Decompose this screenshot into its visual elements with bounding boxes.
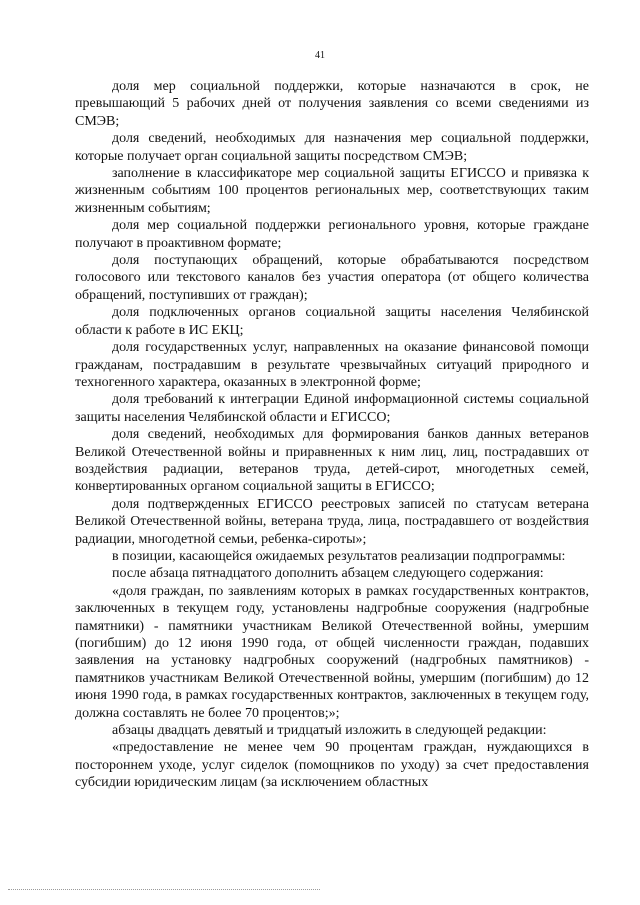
paragraph: после абзаца пятнадцатого дополнить абзацем следующего содержания: xyxy=(112,566,544,582)
paragraph: доля мер социальной поддержки, которые назначаются в срок, не превышающий 5 рабочих дней от получения заявления со всеми сведениями из СМЭВ; xyxy=(75,79,589,129)
paragraph: доля требований к интеграции Единой информационной системы социальной защиты населения Челябинской области и ЕГИССО; xyxy=(75,392,589,425)
paragraph: «предоставление не менее чем 90 процентам граждан, нуждающихся в постороннем уходе, услуг сиделок (помощников по уходу) за счет предоставления субсидии юридическим лицам (за исключением областных xyxy=(75,740,589,791)
document-body xyxy=(75,78,589,792)
paragraph: абзацы двадцать девятый и тридцатый изложить в следующей редакции: xyxy=(112,723,547,739)
paragraph: заполнение в классификаторе мер социальной защиты ЕГИССО и привязка к жизненным событиям 100 процентов региональных мер, соответствующих таким жизненным событиям; xyxy=(75,166,589,216)
paragraph: в позиции, касающейся ожидаемых результатов реализации подпрограммы: xyxy=(112,548,566,564)
paragraph: доля государственных услуг, направленных на оказание финансовой помощи гражданам, пострадавшим в результате чрезвычайных ситуаций природного и техногенного характера, оказанных в электронной форме; xyxy=(75,340,589,390)
paragraph: доля сведений, необходимых для назначения мер социальной поддержки, которые получает орган социальной защиты посредством СМЭВ; xyxy=(75,131,589,164)
paragraph: доля сведений, необходимых для формирования банков данных ветеранов Великой Отечественной войны и приравненных к ним лиц, лиц, пострадавших от воздействия радиации, ветеранов труда, детей-сирот, многодетных семей, конвертированных органом социальной защиты в ЕГИССО; xyxy=(75,427,589,495)
paragraph: доля мер социальной поддержки регионального уровня, которые граждане получают в проактивном формате; xyxy=(75,218,589,251)
paragraph: доля подключенных органов социальной защиты населения Челябинской области к работе в ИС ЕКЦ; xyxy=(75,305,589,338)
paragraph: «доля граждан, по заявлениям которых в рамках государственных контрактов, заключенных в текущем году, установлены надгробные сооружения (надгробные памятники) - памятники участникам Великой Отечественной войны, умершим (погибшим) до 12 июня 1990 года, от общей численности граждан, подавших заявления на установку надгробных сооружений (надгробных памятников) - памятников участникам Великой Отечественной войны, умершим (погибшим) до 12 июня 1990 года, в рамках государственных контрактов, заключенных в текущем году, должна составлять не более 70 процентов;»; xyxy=(75,583,589,721)
paragraph: доля поступающих обращений, которые обрабатываются посредством голосового или текстового каналов без участия оператора (от общего количества обращений, поступивших от граждан); xyxy=(75,253,589,303)
page-number: 41 xyxy=(315,50,325,61)
paragraph: доля подтвержденных ЕГИССО реестровых записей по статусам ветерана Великой Отечественной войны, ветерана труда, лица, пострадавшего от воздействия радиации, многодетной семьи, ребенка-сироты»; xyxy=(75,496,589,547)
footer-divider xyxy=(8,889,320,890)
